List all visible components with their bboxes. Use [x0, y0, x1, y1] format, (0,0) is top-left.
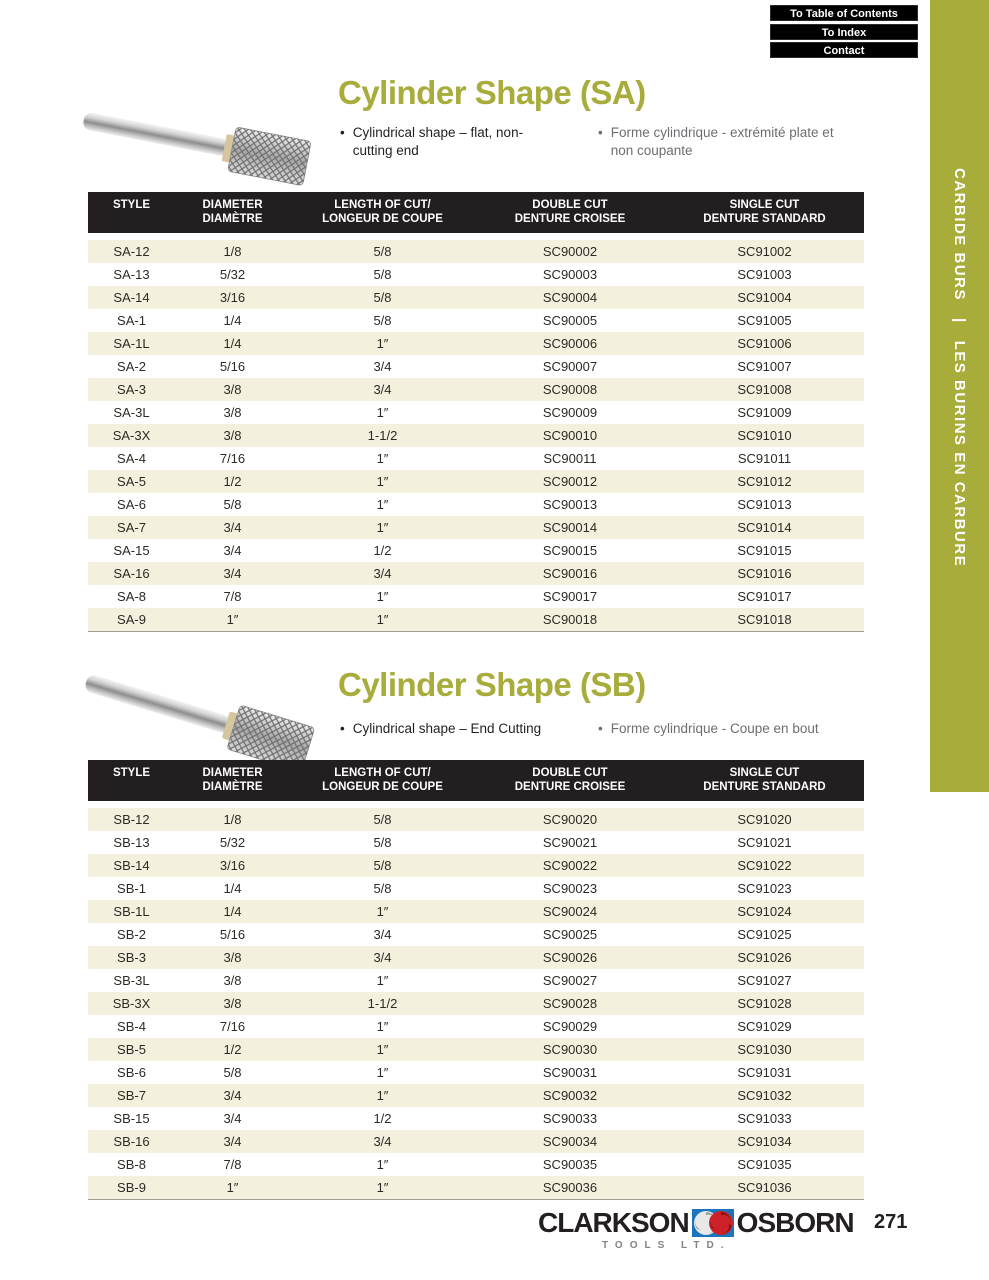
brand-clarkson: CLARKSON	[538, 1207, 689, 1238]
table-cell: 1″	[376, 1065, 389, 1080]
to-index-button[interactable]: To Index	[770, 24, 918, 40]
table-cell: SA-6	[117, 497, 146, 512]
column-header-diameter: DIAMETER DIAMÈTRE	[202, 199, 263, 225]
bullet-dot-icon: •	[598, 721, 603, 736]
table-cell: 1/4	[223, 313, 242, 328]
column-header-length-of-cut: LENGTH OF CUT/ LONGEUR DE COUPE	[322, 767, 443, 793]
table-cell: SC91027	[737, 973, 792, 988]
table-cell: 3/4	[373, 382, 392, 397]
table-cell: SC91010	[737, 428, 792, 443]
sb-table	[88, 760, 864, 1200]
to-table-of-contents-button[interactable]: To Table of Contents	[770, 5, 918, 21]
section-title-sb: Cylinder Shape (SB)	[338, 666, 646, 703]
table-cell: SC90017	[542, 589, 598, 604]
table-cell: SC90034	[542, 1134, 598, 1149]
table-cell: SC90010	[542, 428, 598, 443]
table-cell: 5/32	[219, 835, 246, 850]
table-row	[88, 969, 864, 992]
table-cell: 1″	[376, 904, 389, 919]
table-row	[88, 1107, 864, 1130]
table-cell: SC90022	[542, 858, 598, 873]
table-cell: SA-1	[117, 313, 146, 328]
table-cell: SC90023	[542, 881, 598, 896]
section-title-sa: Cylinder Shape (SA)	[338, 74, 646, 111]
bullet-en-sa-text: Cylindrical shape – flat, non-cutting end	[352, 125, 524, 158]
carbide-burs-side-tab	[930, 0, 989, 792]
bullet-dot-icon: •	[598, 125, 603, 140]
table-cell: SB-1L	[113, 904, 150, 919]
table-cell: SC90018	[542, 612, 598, 627]
table-cell: 5/8	[373, 858, 392, 873]
bullet-en-sa	[340, 124, 525, 160]
table-cell: 3/8	[223, 996, 242, 1011]
table-cell: 1″	[376, 520, 389, 535]
table-cell: SB-4	[117, 1019, 146, 1034]
table-cell: 3/4	[223, 1111, 242, 1126]
table-cell: SC91020	[737, 812, 792, 827]
sb-table-body	[88, 808, 864, 1200]
table-cell: 3/4	[223, 1134, 242, 1149]
table-cell: SC90029	[542, 1019, 598, 1034]
table-cell: SC91002	[737, 244, 792, 259]
table-cell: 3/8	[223, 428, 242, 443]
table-cell: 5/8	[373, 244, 392, 259]
table-row	[88, 240, 864, 263]
table-cell: SC91005	[737, 313, 792, 328]
table-cell: 1″	[376, 497, 389, 512]
sb-table-header	[88, 760, 864, 801]
table-cell: 1″	[226, 1180, 239, 1195]
column-header-single-cut: SINGLE CUT DENTURE STANDARD	[703, 199, 826, 225]
table-cell: SC91036	[737, 1180, 792, 1195]
column-header-double-cut: DOUBLE CUT DENTURE CROISEE	[514, 199, 626, 225]
table-cell: SB-16	[113, 1134, 150, 1149]
table-cell: SA-12	[113, 244, 150, 259]
table-cell: 1″	[376, 405, 389, 420]
table-cell: 1/2	[373, 543, 392, 558]
table-row	[88, 831, 864, 854]
table-cell: 1″	[376, 1042, 389, 1057]
table-cell: SA-3X	[112, 428, 151, 443]
table-cell: 1/8	[223, 244, 242, 259]
table-cell: 5/8	[223, 497, 242, 512]
table-cell: SA-3L	[113, 405, 150, 420]
bullet-dot-icon: •	[340, 721, 345, 736]
table-cell: 3/4	[373, 950, 392, 965]
table-row	[88, 585, 864, 608]
table-cell: 1/4	[223, 336, 242, 351]
table-cell: 3/4	[223, 566, 242, 581]
table-cell: SC91024	[737, 904, 792, 919]
table-row	[88, 923, 864, 946]
table-cell: 1″	[376, 612, 389, 627]
table-row	[88, 332, 864, 355]
carbide-bur-photo-sa	[80, 76, 325, 188]
table-cell: 5/8	[373, 267, 392, 282]
table-row	[88, 401, 864, 424]
table-cell: 5/8	[373, 812, 392, 827]
table-cell: 1″	[376, 1088, 389, 1103]
table-cell: SC91007	[737, 359, 792, 374]
table-cell: SC91031	[737, 1065, 792, 1080]
brand-osborn: OSBORN	[736, 1207, 854, 1238]
table-cell: 1″	[226, 612, 239, 627]
sa-table-header	[88, 192, 864, 233]
column-header-style: STYLE	[112, 767, 151, 779]
table-cell: 1/4	[223, 881, 242, 896]
table-cell: 1-1/2	[367, 996, 398, 1011]
table-row	[88, 263, 864, 286]
table-cell: SB-8	[117, 1157, 146, 1172]
table-cell: SC91021	[737, 835, 792, 850]
table-cell: 1″	[376, 336, 389, 351]
table-row	[88, 1084, 864, 1107]
bullet-en-sb-text: Cylindrical shape – End Cutting	[352, 721, 542, 736]
table-cell: SC90006	[542, 336, 598, 351]
table-cell: 3/4	[223, 520, 242, 535]
table-cell: 7/8	[223, 1157, 242, 1172]
table-cell: 5/16	[219, 359, 246, 374]
table-cell: 1/4	[223, 904, 242, 919]
table-cell: 7/8	[223, 589, 242, 604]
table-cell: 1″	[376, 1180, 389, 1195]
table-cell: SC91023	[737, 881, 792, 896]
table-row	[88, 493, 864, 516]
table-cell: SC91016	[737, 566, 792, 581]
table-cell: SC91026	[737, 950, 792, 965]
table-cell: 1/8	[223, 812, 242, 827]
table-cell: SC90013	[542, 497, 598, 512]
table-cell: SC91033	[737, 1111, 792, 1126]
footer-brand	[538, 1207, 854, 1239]
table-cell: SC90011	[543, 451, 597, 466]
table-cell: SB-9	[117, 1180, 146, 1195]
table-cell: 1-1/2	[367, 428, 398, 443]
table-cell: SB-13	[113, 835, 150, 850]
table-cell: 3/4	[223, 543, 242, 558]
table-row	[88, 992, 864, 1015]
bullet-dot-icon: •	[340, 125, 345, 140]
table-cell: 3/16	[219, 290, 246, 305]
bullet-fr-sa-text: Forme cylindrique - extrémité plate et non coupante	[610, 125, 834, 158]
table-cell: SC90005	[542, 313, 598, 328]
table-cell: SB-14	[113, 858, 150, 873]
table-cell: SC91009	[737, 405, 792, 420]
table-row	[88, 286, 864, 309]
table-cell: SC91029	[737, 1019, 792, 1034]
table-cell: SC91022	[737, 858, 792, 873]
table-row	[88, 1176, 864, 1199]
contact-button[interactable]: Contact	[770, 42, 918, 58]
table-cell: 3/4	[373, 359, 392, 374]
table-cell: 3/4	[373, 927, 392, 942]
table-cell: 3/8	[223, 950, 242, 965]
table-cell: SC90007	[542, 359, 598, 374]
table-cell: SC90031	[542, 1065, 598, 1080]
table-cell: 1″	[376, 589, 389, 604]
table-cell: SC91035	[737, 1157, 792, 1172]
table-cell: 5/8	[373, 835, 392, 850]
table-cell: SA-2	[117, 359, 146, 374]
table-cell: SC91003	[737, 267, 792, 282]
table-cell: SC90033	[542, 1111, 598, 1126]
table-cell: SC90002	[542, 244, 598, 259]
table-cell: 7/16	[219, 451, 246, 466]
table-cell: SC91014	[737, 520, 792, 535]
table-cell: SC90035	[542, 1157, 598, 1172]
table-cell: SC90027	[542, 973, 598, 988]
table-cell: SB-2	[117, 927, 146, 942]
table-row	[88, 424, 864, 447]
table-cell: SA-14	[113, 290, 150, 305]
table-cell: 3/16	[219, 858, 246, 873]
table-cell: SC90021	[542, 835, 598, 850]
table-cell: SC90008	[542, 382, 598, 397]
table-cell: SC90009	[542, 405, 598, 420]
table-cell: SC90012	[542, 474, 598, 489]
table-cell: SA-13	[113, 267, 150, 282]
table-cell: SA-1L	[113, 336, 150, 351]
table-row	[88, 1130, 864, 1153]
table-cell: SC91011	[737, 451, 792, 466]
table-cell: 1″	[376, 474, 389, 489]
table-cell: 3/4	[373, 566, 392, 581]
table-cell: 3/8	[223, 973, 242, 988]
table-cell: SC90025	[542, 927, 598, 942]
table-cell: 3/4	[223, 1088, 242, 1103]
table-row	[88, 1061, 864, 1084]
sa-table-body	[88, 240, 864, 632]
table-row	[88, 539, 864, 562]
table-row	[88, 608, 864, 631]
table-cell: SC90028	[542, 996, 598, 1011]
bullet-en-sb	[340, 720, 640, 738]
table-cell: SA-3	[117, 382, 146, 397]
table-cell: SB-6	[117, 1065, 146, 1080]
table-cell: SC91012	[737, 474, 792, 489]
table-cell: 5/32	[219, 267, 246, 282]
table-cell: SB-7	[117, 1088, 146, 1103]
table-cell: 3/8	[223, 405, 242, 420]
sa-table	[88, 192, 864, 632]
table-cell: SB-15	[113, 1111, 150, 1126]
column-header-length-of-cut: LENGTH OF CUT/ LONGEUR DE COUPE	[322, 199, 443, 225]
table-cell: SC91015	[737, 543, 792, 558]
table-row	[88, 1153, 864, 1176]
table-cell: SB-5	[117, 1042, 146, 1057]
table-cell: SC90036	[542, 1180, 598, 1195]
clarkson-osborn-logo-icon	[692, 1209, 734, 1237]
table-cell: SB-3	[117, 950, 146, 965]
table-cell: SA-9	[117, 612, 146, 627]
table-cell: SC91008	[737, 382, 792, 397]
page-number: 271	[874, 1211, 908, 1233]
table-cell: SC91032	[737, 1088, 792, 1103]
bullet-fr-sb	[598, 720, 878, 738]
table-cell: SC91004	[737, 290, 792, 305]
table-row	[88, 562, 864, 585]
table-row	[88, 447, 864, 470]
table-cell: SC91013	[737, 497, 792, 512]
column-header-style: STYLE	[112, 199, 151, 211]
table-cell: 5/8	[373, 313, 392, 328]
bullet-fr-sb-text: Forme cylindrique - Coupe en bout	[610, 721, 819, 736]
table-cell: SC90030	[542, 1042, 598, 1057]
table-row	[88, 877, 864, 900]
table-cell: 3/8	[223, 382, 242, 397]
table-cell: SC91006	[737, 336, 792, 351]
table-cell: SC90004	[542, 290, 598, 305]
table-cell: 5/8	[373, 290, 392, 305]
table-cell: SB-12	[113, 812, 150, 827]
table-cell: 7/16	[219, 1019, 246, 1034]
table-cell: SC91017	[737, 589, 792, 604]
table-cell: 1″	[376, 1157, 389, 1172]
table-cell: SB-3L	[113, 973, 150, 988]
column-header-single-cut: SINGLE CUT DENTURE STANDARD	[703, 767, 826, 793]
table-cell: SA-4	[117, 451, 146, 466]
table-row	[88, 378, 864, 401]
table-row	[88, 470, 864, 493]
table-cell: 1″	[376, 1019, 389, 1034]
table-cell: SA-5	[117, 474, 146, 489]
table-cell: SA-8	[117, 589, 146, 604]
table-row	[88, 355, 864, 378]
column-header-diameter: DIAMETER DIAMÈTRE	[202, 767, 263, 793]
table-row	[88, 854, 864, 877]
table-cell: SC91034	[737, 1134, 792, 1149]
table-cell: SC91018	[737, 612, 792, 627]
table-cell: SC90020	[542, 812, 598, 827]
brand-tools-ltd: TOOLS LTD.	[602, 1240, 731, 1251]
table-cell: SB-3X	[112, 996, 151, 1011]
bullet-fr-sa	[598, 124, 838, 160]
table-cell: SC90032	[542, 1088, 598, 1103]
table-cell: 5/8	[373, 881, 392, 896]
table-cell: 1″	[376, 973, 389, 988]
table-row	[88, 808, 864, 831]
table-cell: SA-15	[113, 543, 150, 558]
table-cell: 1/2	[223, 474, 242, 489]
table-cell: SC91025	[737, 927, 792, 942]
table-cell: SA-7	[117, 520, 146, 535]
table-cell: SC90026	[542, 950, 598, 965]
carbide-bur-photo-sb	[80, 645, 335, 765]
table-cell: 5/16	[219, 927, 246, 942]
table-cell: 1/2	[223, 1042, 242, 1057]
table-cell: SC91028	[737, 996, 792, 1011]
table-cell: SC90014	[542, 520, 598, 535]
table-cell: 1″	[376, 451, 389, 466]
table-row	[88, 1038, 864, 1061]
table-cell: SC90016	[542, 566, 598, 581]
table-cell: SC90003	[542, 267, 598, 282]
table-cell: SB-1	[117, 881, 146, 896]
table-row	[88, 309, 864, 332]
table-cell: 3/4	[373, 1134, 392, 1149]
table-cell: SC90015	[542, 543, 598, 558]
table-cell: SC91030	[737, 1042, 792, 1057]
side-tab-label: CARBIDE BURS | LES BURINS EN CARBURE	[951, 168, 968, 568]
table-row	[88, 1015, 864, 1038]
table-cell: SA-16	[113, 566, 150, 581]
table-cell: SC90024	[542, 904, 598, 919]
table-row	[88, 946, 864, 969]
table-cell: 5/8	[223, 1065, 242, 1080]
table-row	[88, 900, 864, 923]
column-header-double-cut: DOUBLE CUT DENTURE CROISEE	[514, 767, 626, 793]
table-row	[88, 516, 864, 539]
table-cell: 1/2	[373, 1111, 392, 1126]
